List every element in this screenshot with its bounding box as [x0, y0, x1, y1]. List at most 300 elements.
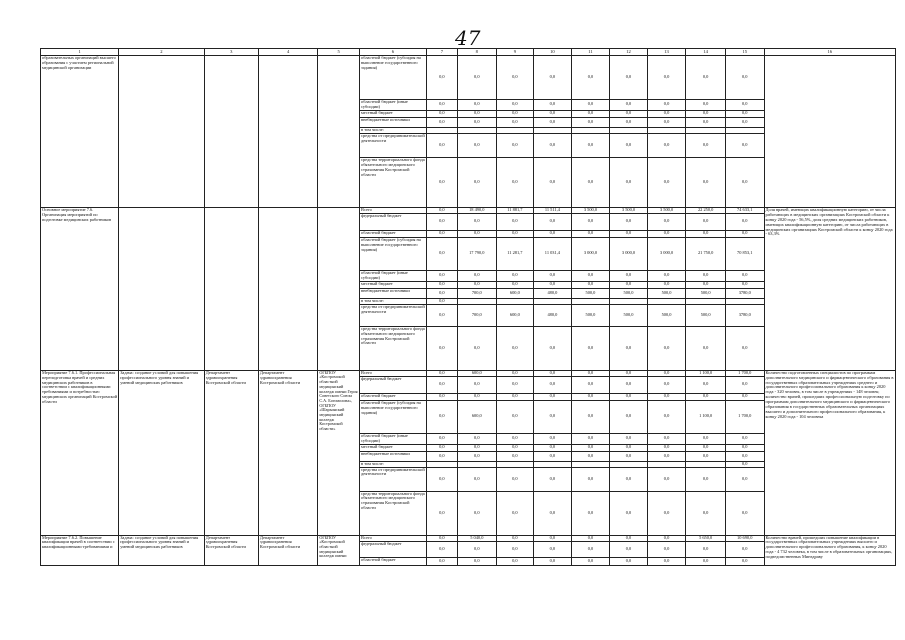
amount-cell: 0,0 — [534, 376, 572, 393]
amount-cell: 0,0 — [496, 491, 534, 535]
amount-cell: 0,0 — [571, 491, 610, 535]
amount-cell: 0,0 — [725, 117, 764, 127]
amount-cell: 0,0 — [534, 110, 572, 117]
amount-cell: 0,0 — [458, 270, 497, 281]
amount-cell: 0,0 — [686, 433, 726, 444]
amount-cell: 500,0 — [686, 304, 726, 326]
amount-cell: 0,0 — [610, 56, 648, 100]
amount-cell: 600,0 — [496, 288, 534, 298]
amount-cell: 700,0 — [458, 288, 497, 298]
amount-cell: 0,0 — [571, 535, 610, 541]
amount-cell: 0,0 — [610, 270, 648, 281]
funding-source-label: областной бюджет (иные субсидии) — [360, 270, 427, 281]
amount-cell: 1 700,0 — [725, 400, 764, 433]
amount-cell: 0,0 — [496, 370, 534, 376]
amount-cell: 0,0 — [496, 535, 534, 541]
column-number-12: 12 — [610, 49, 648, 56]
amount-cell: 0,0 — [725, 270, 764, 281]
amount-cell: 0,0 — [686, 444, 726, 451]
column-number-6: 6 — [360, 49, 427, 56]
amount-cell: 0,0 — [725, 393, 764, 400]
amount-cell: 500,0 — [686, 288, 726, 298]
column-number-4: 4 — [258, 49, 317, 56]
amount-cell: 0,0 — [610, 467, 648, 491]
cell-c2: Задача: создание условий для повышения профессионального уровня знаний и умений медицинских работников — [119, 370, 205, 535]
amount-cell: 0,0 — [725, 100, 764, 111]
amount-cell: 0,0 — [686, 100, 726, 111]
amount-cell: 0,0 — [458, 133, 497, 157]
amount-cell: 0,0 — [571, 110, 610, 117]
amount-cell: 0,0 — [426, 110, 457, 117]
result-indicator-cell: Количество подготовленных специалистов по программам дополнительного медицинского и фармацевтического образования в государственных образовательных учреждениях среднего и дополнительного профессионального образования к концу 2020 года - 320 человек, в том числе в учреждениях - 148 человек; количество врачей, прошедших профессиональную подготовку по программам дополнительного медицинского и фармацевтического образования в государственных образовательных организациях высшего и дополнительного профессионального образования, к концу 2020 года - 104 человека — [764, 370, 895, 535]
cell-c1: Мероприятие 7.6.2. Повышение квалификации врачей в соответствии с квалификационными требованиями и — [41, 535, 119, 565]
amount-cell: 0,0 — [458, 491, 497, 535]
amount-cell: 0,0 — [610, 491, 648, 535]
funding-source-label: местный бюджет — [360, 281, 427, 288]
amount-cell: 0,0 — [496, 433, 534, 444]
amount-cell: 700,0 — [458, 304, 497, 326]
amount-cell: 10 690,0 — [725, 535, 764, 541]
amount-cell: 0,0 — [686, 230, 726, 237]
cell-c5 — [318, 56, 360, 208]
amount-cell: 0,0 — [426, 433, 457, 444]
amount-cell: 0,0 — [534, 557, 572, 565]
amount-cell: 3 500,0 — [610, 207, 648, 213]
table-row — [41, 56, 896, 100]
amount-cell: 0,0 — [610, 326, 648, 370]
amount-cell: 0,0 — [725, 213, 764, 230]
funding-source-label: областной бюджет (иные субсидии) — [360, 433, 427, 444]
amount-cell: 500,0 — [571, 288, 610, 298]
amount-cell: 0,0 — [647, 281, 686, 288]
amount-cell: 0,0 — [496, 557, 534, 565]
funding-source-label: местный бюджет — [360, 110, 427, 117]
amount-cell: 1 700,0 — [725, 370, 764, 376]
amount-cell: 0,0 — [571, 213, 610, 230]
amount-cell: 500,0 — [610, 304, 648, 326]
amount-cell: 0,0 — [647, 326, 686, 370]
amount-cell: 0,0 — [571, 281, 610, 288]
amount-cell: 17 790,0 — [458, 237, 497, 270]
amount-cell: 18 490,0 — [458, 207, 497, 213]
column-number-15: 15 — [725, 49, 764, 56]
amount-cell: 0,0 — [426, 298, 457, 304]
funding-source-label: средства территориального фонда обязательного медицинского страхования Костромской области — [360, 491, 427, 535]
amount-cell: 0,0 — [426, 451, 457, 461]
cell-c4 — [258, 56, 317, 208]
amount-cell: 11 511,4 — [534, 207, 572, 213]
amount-cell: 0,0 — [571, 370, 610, 376]
funding-source-label: в том числе: — [360, 127, 427, 133]
amount-cell: 0,0 — [725, 557, 764, 565]
amount-cell: 0,0 — [496, 117, 534, 127]
amount-cell: 5 040,0 — [458, 535, 497, 541]
amount-cell: 0,0 — [458, 281, 497, 288]
amount-cell: 0,0 — [725, 110, 764, 117]
amount-cell: 0,0 — [426, 207, 457, 213]
amount-cell: 0,0 — [571, 400, 610, 433]
amount-cell: 0,0 — [496, 393, 534, 400]
amount-cell: 0,0 — [571, 444, 610, 451]
amount-cell: 0,0 — [534, 326, 572, 370]
amount-cell: 0,0 — [571, 376, 610, 393]
amount-cell: 0,0 — [610, 451, 648, 461]
amount-cell: 0,0 — [458, 451, 497, 461]
amount-cell: 0,0 — [534, 400, 572, 433]
amount-cell: 0,0 — [534, 213, 572, 230]
amount-cell: 0,0 — [496, 56, 534, 100]
amount-cell: 0,0 — [647, 110, 686, 117]
amount-cell: 0,0 — [610, 157, 648, 207]
amount-cell: 600,0 — [458, 370, 497, 376]
amount-cell: 0,0 — [725, 376, 764, 393]
cell-c5: ОГБПОУ «Костромской областной медицинский колледж имени Героя Советского Союза С.А. Богомолова», ОГБПОУ «Шарьинский медицинский колледж Костромской области» — [318, 370, 360, 535]
column-number-3: 3 — [204, 49, 258, 56]
amount-cell: 0,0 — [496, 110, 534, 117]
funding-source-label: областной бюджет — [360, 393, 427, 400]
amount-cell: 0,0 — [686, 213, 726, 230]
amount-cell: 0,0 — [647, 535, 686, 541]
amount-cell: 0,0 — [458, 213, 497, 230]
amount-cell: 0,0 — [534, 535, 572, 541]
amount-cell: 0,0 — [610, 370, 648, 376]
amount-cell: 0,0 — [496, 541, 534, 557]
funding-source-label: средства территориального фонда обязательного медицинского страхования Костромской области — [360, 326, 427, 370]
amount-cell: 0,0 — [647, 56, 686, 100]
amount-cell: 3780,0 — [725, 304, 764, 326]
amount-cell: 0,0 — [458, 433, 497, 444]
amount-cell: 0,0 — [571, 393, 610, 400]
amount-cell: 0,0 — [458, 56, 497, 100]
amount-cell: 0,0 — [426, 535, 457, 541]
amount-cell: 480,0 — [534, 304, 572, 326]
amount-cell: 500,0 — [647, 288, 686, 298]
funding-source-label: внебюджетные источники — [360, 451, 427, 461]
funding-source-label: областной бюджет (субсидия на выполнение государственного задания) — [360, 56, 427, 100]
amount-cell: 0,0 — [571, 230, 610, 237]
amount-cell: 0,0 — [426, 157, 457, 207]
table-body — [41, 56, 896, 566]
amount-cell: 22 250,0 — [686, 207, 726, 213]
amount-cell: 0,0 — [496, 326, 534, 370]
amount-cell: 0,0 — [458, 157, 497, 207]
amount-cell: 0,0 — [496, 444, 534, 451]
amount-cell: 0,0 — [686, 117, 726, 127]
amount-cell: 3 500,0 — [571, 207, 610, 213]
amount-cell: 0,0 — [426, 491, 457, 535]
cell-c3: Департамент здравоохранения Костромской области — [204, 535, 258, 565]
column-number-8: 8 — [458, 49, 497, 56]
amount-cell: 0,0 — [686, 451, 726, 461]
amount-cell: 0,0 — [647, 270, 686, 281]
amount-cell: 0,0 — [534, 444, 572, 451]
amount-cell: 0,0 — [647, 100, 686, 111]
amount-cell: 0,0 — [534, 100, 572, 111]
amount-cell: 0,0 — [458, 557, 497, 565]
cell-c4 — [258, 207, 317, 370]
amount-cell: 0,0 — [496, 451, 534, 461]
amount-cell: 0,0 — [610, 281, 648, 288]
amount-cell: 0,0 — [496, 467, 534, 491]
amount-cell: 3780,0 — [725, 288, 764, 298]
amount-cell: 0,0 — [725, 133, 764, 157]
amount-cell: 0,0 — [610, 117, 648, 127]
amount-cell: 0,0 — [610, 213, 648, 230]
amount-cell: 0,0 — [610, 444, 648, 451]
amount-cell: 0,0 — [725, 467, 764, 491]
amount-cell: 0,0 — [426, 56, 457, 100]
amount-cell: 0,0 — [496, 281, 534, 288]
funding-source-label: Всего — [360, 535, 427, 541]
funding-source-label: средства территориального фонда обязательного медицинского страхования Костромской области — [360, 157, 427, 207]
amount-cell: 0,0 — [426, 304, 457, 326]
cell-c3: Департамент здравоохранения Костромской области — [204, 370, 258, 535]
amount-cell: 0,0 — [458, 541, 497, 557]
column-number-11: 11 — [571, 49, 610, 56]
amount-cell: 0,0 — [496, 213, 534, 230]
funding-source-label: местный бюджет — [360, 444, 427, 451]
amount-cell: 0,0 — [496, 100, 534, 111]
amount-cell: 0,0 — [725, 541, 764, 557]
amount-cell: 0,0 — [534, 157, 572, 207]
amount-cell: 0,0 — [686, 557, 726, 565]
amount-cell: 0,0 — [647, 433, 686, 444]
amount-cell: 500,0 — [647, 304, 686, 326]
column-number-10: 10 — [534, 49, 572, 56]
amount-cell: 0,0 — [610, 535, 648, 541]
amount-cell: 0,0 — [571, 557, 610, 565]
amount-cell: 0,0 — [725, 491, 764, 535]
amount-cell: 0,0 — [534, 393, 572, 400]
amount-cell: 0,0 — [534, 133, 572, 157]
column-number-9: 9 — [496, 49, 534, 56]
amount-cell: 0,0 — [426, 467, 457, 491]
amount-cell: 0,0 — [647, 557, 686, 565]
cell-c2: Задача: создание условий для повышения профессионального уровня знаний и умений медицинских работников — [119, 535, 205, 565]
amount-cell: 0,0 — [458, 393, 497, 400]
amount-cell: 0,0 — [571, 133, 610, 157]
amount-cell: 0,0 — [686, 270, 726, 281]
amount-cell: 0,0 — [571, 326, 610, 370]
amount-cell: 0,0 — [534, 270, 572, 281]
cell-c2 — [119, 207, 205, 370]
amount-cell: 0,0 — [686, 157, 726, 207]
funding-source-label: средства от предпринимательской деятельности — [360, 304, 427, 326]
amount-cell: 5 650,0 — [686, 535, 726, 541]
amount-cell: 0,0 — [686, 110, 726, 117]
amount-cell: 0,0 — [426, 100, 457, 111]
amount-cell: 21 750,0 — [686, 237, 726, 270]
column-number-5: 5 — [318, 49, 360, 56]
funding-source-label: областной бюджет (субсидия на выполнение государственного задания) — [360, 237, 427, 270]
amount-cell: 500,0 — [571, 304, 610, 326]
amount-cell: 0,0 — [647, 451, 686, 461]
amount-cell: 0,0 — [647, 393, 686, 400]
amount-cell: 0,0 — [534, 117, 572, 127]
amount-cell: 3 500,0 — [647, 207, 686, 213]
amount-cell: 0,0 — [534, 281, 572, 288]
amount-cell: 0,0 — [686, 326, 726, 370]
cell-c4: Департамент здравоохранения Костромской области — [258, 535, 317, 565]
amount-cell: 0,0 — [426, 281, 457, 288]
amount-cell: 0,0 — [534, 541, 572, 557]
amount-cell: 0,0 — [458, 117, 497, 127]
amount-cell: 0,0 — [686, 281, 726, 288]
funding-source-label: в том числе: — [360, 298, 427, 304]
amount-cell: 0,0 — [647, 133, 686, 157]
amount-cell: 0,0 — [686, 133, 726, 157]
amount-cell: 0,0 — [571, 100, 610, 111]
amount-cell: 0,0 — [571, 541, 610, 557]
amount-cell: 0,0 — [426, 376, 457, 393]
cell-c2 — [119, 56, 205, 208]
amount-cell: 0,0 — [496, 270, 534, 281]
funding-source-label: внебюджетные источники — [360, 117, 427, 127]
amount-cell: 0,0 — [458, 467, 497, 491]
amount-cell: 0,0 — [686, 467, 726, 491]
amount-cell: 0,0 — [426, 370, 457, 376]
funding-source-label: областной бюджет — [360, 557, 427, 565]
result-indicator-cell — [764, 56, 895, 208]
amount-cell: 0,0 — [426, 541, 457, 557]
amount-cell: 0,0 — [426, 400, 457, 433]
amount-cell: 0,0 — [647, 467, 686, 491]
amount-cell: 0,0 — [534, 56, 572, 100]
amount-cell: 0,0 — [725, 157, 764, 207]
page-number: 47 — [455, 26, 481, 50]
amount-cell: 0,0 — [725, 444, 764, 451]
column-number-row — [41, 49, 896, 56]
amount-cell: 0,0 — [610, 100, 648, 111]
amount-cell: 0,0 — [686, 376, 726, 393]
amount-cell: 0,0 — [571, 270, 610, 281]
amount-cell: 0,0 — [426, 237, 457, 270]
amount-cell: 0,0 — [610, 541, 648, 557]
amount-cell: 0,0 — [426, 270, 457, 281]
amount-cell: 0,0 — [610, 393, 648, 400]
amount-cell: 0,0 — [426, 213, 457, 230]
amount-cell: 0,0 — [647, 117, 686, 127]
amount-cell: 600,0 — [458, 400, 497, 433]
amount-cell: 0,0 — [686, 491, 726, 535]
amount-cell: 0,0 — [571, 56, 610, 100]
amount-cell: 480,0 — [534, 288, 572, 298]
amount-cell: 0,0 — [458, 326, 497, 370]
amount-cell: 0,0 — [725, 461, 764, 467]
amount-cell: 0,0 — [458, 444, 497, 451]
amount-cell: 1 100,0 — [686, 370, 726, 376]
amount-cell: 0,0 — [426, 117, 457, 127]
amount-cell: 500,0 — [610, 288, 648, 298]
amount-cell: 70 853,1 — [725, 237, 764, 270]
funding-source-label: федеральный бюджет — [360, 376, 427, 393]
column-number-2: 2 — [119, 49, 205, 56]
amount-cell: 0,0 — [496, 230, 534, 237]
amount-cell: 0,0 — [686, 393, 726, 400]
cell-c5: ОГБПОУ «Костромской областной медицинский колледж имени — [318, 535, 360, 565]
column-number-1: 1 — [41, 49, 119, 56]
cell-c1: Мероприятие 7.6.1. Профессиональная переподготовка врачей и средних медицинских работников в соответствии с квалификационными требованиями и потребностью медицинских организаций Костромской области — [41, 370, 119, 535]
funding-source-label: внебюджетные источники — [360, 288, 427, 298]
amount-cell: 0,0 — [647, 213, 686, 230]
cell-c3 — [204, 56, 258, 208]
amount-cell: 0,0 — [571, 451, 610, 461]
funding-source-label: средства от предпринимательской деятельности — [360, 467, 427, 491]
amount-cell: 3 000,0 — [571, 237, 610, 270]
amount-cell: 0,0 — [610, 400, 648, 433]
amount-cell: 0,0 — [647, 230, 686, 237]
amount-cell: 74 633,1 — [725, 207, 764, 213]
amount-cell: 0,0 — [534, 491, 572, 535]
amount-cell: 0,0 — [426, 557, 457, 565]
amount-cell: 0,0 — [534, 230, 572, 237]
amount-cell: 3 000,0 — [647, 237, 686, 270]
result-indicator-cell: Доля врачей, имеющих квалификационную категорию, от числа работающих в медицинских организациях Костромской области к концу 2020 года - 56,5%, доля средних медицинских работников, имеющих квалификационную категорию, от числа работающих в медицинских организациях Костромской области к концу 2020 года - 63,3% — [764, 207, 895, 370]
cell-c1: образовательных организаций высшего образования с участием региональной медицинской организации — [41, 56, 119, 208]
column-number-7: 7 — [426, 49, 457, 56]
program-table — [40, 48, 896, 566]
amount-cell: 0,0 — [534, 433, 572, 444]
funding-source-label: областной бюджет (иные субсидии) — [360, 100, 427, 111]
amount-cell: 0,0 — [647, 541, 686, 557]
amount-cell: 0,0 — [610, 133, 648, 157]
amount-cell: 0,0 — [647, 157, 686, 207]
amount-cell: 0,0 — [534, 467, 572, 491]
amount-cell: 0,0 — [426, 133, 457, 157]
amount-cell: 0,0 — [725, 56, 764, 100]
amount-cell: 1 100,0 — [686, 400, 726, 433]
amount-cell: 0,0 — [610, 433, 648, 444]
amount-cell: 0,0 — [426, 230, 457, 237]
funding-source-label: областной бюджет — [360, 230, 427, 237]
cell-c3 — [204, 207, 258, 370]
amount-cell: 0,0 — [725, 230, 764, 237]
amount-cell: 0,0 — [610, 110, 648, 117]
amount-cell: 0,0 — [725, 433, 764, 444]
amount-cell: 0,0 — [647, 370, 686, 376]
funding-source-label: федеральный бюджет — [360, 541, 427, 557]
amount-cell: 0,0 — [426, 326, 457, 370]
result-indicator-cell: Количество врачей, прошедших повышение квалификации в государственных образовательных учреждениях высшего и дополнительного профессионального образования, к концу 2020 года - 4 732 человека, в том числе в образовательных организациях, подведомственных Минздраву — [764, 535, 895, 565]
column-number-16: 16 — [764, 49, 895, 56]
funding-source-label: областной бюджет (субсидия на выполнение государственного задания) — [360, 400, 427, 433]
amount-cell: 0,0 — [725, 451, 764, 461]
amount-cell: 0,0 — [571, 433, 610, 444]
funding-source-label: средства от предпринимательской деятельности — [360, 133, 427, 157]
funding-source-label: Всего — [360, 207, 427, 213]
amount-cell: 0,0 — [458, 110, 497, 117]
amount-cell: 0,0 — [458, 376, 497, 393]
amount-cell: 0,0 — [647, 376, 686, 393]
funding-source-label: в том числе: — [360, 461, 427, 467]
funding-source-label: Всего — [360, 370, 427, 376]
amount-cell: 0,0 — [496, 133, 534, 157]
amount-cell: 0,0 — [610, 230, 648, 237]
amount-cell: 600,0 — [496, 304, 534, 326]
cell-c1: Основное мероприятие 7.6. Организация мероприятий по подготовке медицинских работников — [41, 207, 119, 370]
cell-c4: Департамент здравоохранения Костромской области — [258, 370, 317, 535]
amount-cell: 0,0 — [496, 376, 534, 393]
column-number-13: 13 — [647, 49, 686, 56]
amount-cell: 0,0 — [725, 326, 764, 370]
amount-cell: 0,0 — [571, 117, 610, 127]
amount-cell: 0,0 — [426, 444, 457, 451]
amount-cell: 0,0 — [647, 444, 686, 451]
amount-cell: 0,0 — [426, 393, 457, 400]
amount-cell: 0,0 — [496, 157, 534, 207]
amount-cell: 0,0 — [496, 400, 534, 433]
amount-cell: 0,0 — [458, 230, 497, 237]
